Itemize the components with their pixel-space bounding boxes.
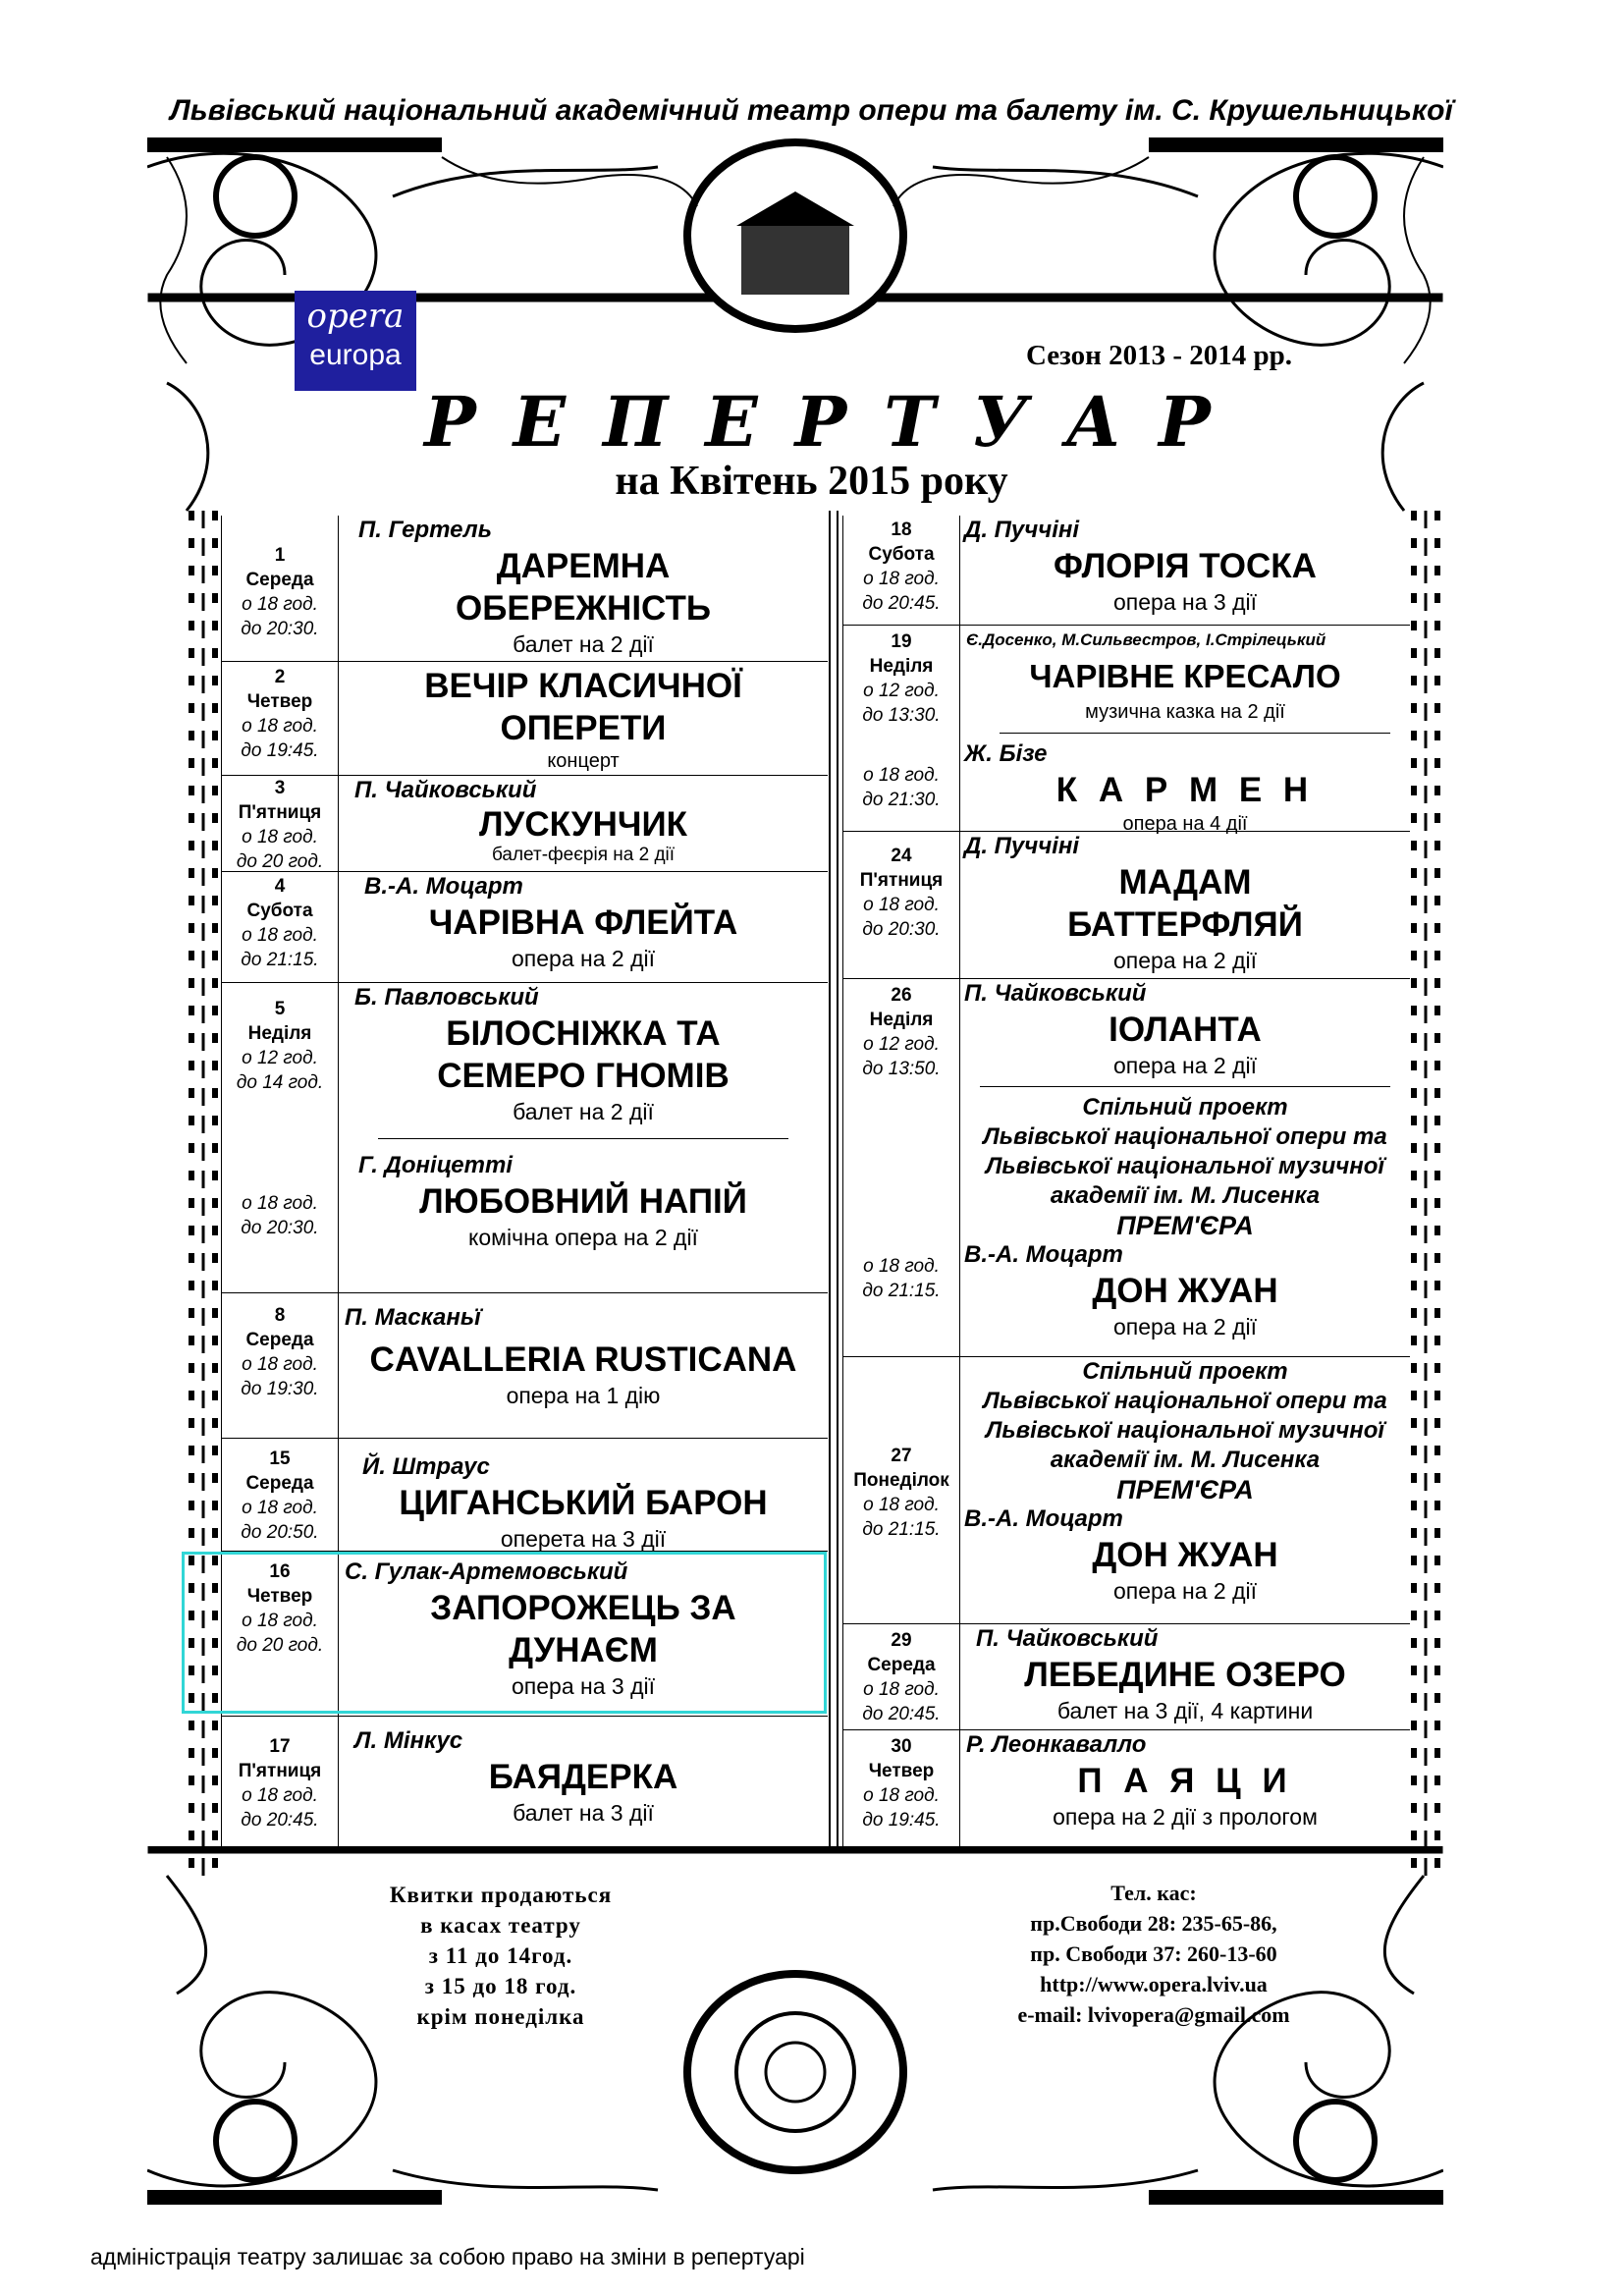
weekday: Четвер <box>246 691 313 712</box>
work-title-line: ЧАРІВНЕ КРЕСАЛО <box>1029 658 1341 694</box>
chain-border-right <box>1409 511 1442 1886</box>
work-title-line: ОПЕРЕТИ <box>500 709 667 747</box>
end-time: до 20:45. <box>862 593 941 614</box>
start-time: о 18 год. <box>242 827 318 847</box>
project-line: Львівської національної музичної <box>985 1417 1385 1444</box>
project-line: Львівської національної опери та <box>983 1388 1387 1414</box>
composer: С. Гулак-Артемовський <box>345 1558 628 1585</box>
work-title-line: ДОН ЖУАН <box>1092 1272 1278 1310</box>
work-title-line: ВЕЧІР КЛАСИЧНОЇ <box>424 667 742 705</box>
genre: опера на 2 дії <box>1113 1314 1257 1339</box>
work-title-line: ІОЛАНТА <box>1109 1011 1262 1049</box>
premiere-label: ПРЕМ'ЄРА <box>1116 1475 1254 1504</box>
end-time: до 20:45. <box>862 1704 941 1724</box>
genre: балет-феєрія на 2 дії <box>491 845 676 865</box>
composer: Д. Пуччіні <box>964 517 1080 543</box>
project-line: Спільний проект <box>1082 1094 1288 1121</box>
page-title: РЕПЕРТУАР <box>424 381 1248 463</box>
weekday: Субота <box>868 544 935 565</box>
schedule-entry <box>843 832 1410 979</box>
composer: П. Чайковський <box>964 980 1147 1007</box>
weekday: П'ятниця <box>238 802 322 823</box>
genre: опера на 2 дії <box>1113 948 1257 973</box>
genre: оперета на 3 дії <box>500 1526 667 1552</box>
genre: опера на 2 дії <box>512 946 655 971</box>
composer: Д. Пуччіні <box>964 833 1080 859</box>
center-divider <box>827 511 840 1846</box>
start-time: о 12 год. <box>242 1048 318 1068</box>
project-line: Львівської національної музичної <box>985 1153 1385 1179</box>
genre: опера на 2 дії <box>1113 1053 1257 1078</box>
composer: Г. Доніцетті <box>358 1152 513 1178</box>
work-title-line: ЗАПОРОЖЕЦЬ ЗА <box>430 1589 736 1627</box>
schedule-entry <box>843 1624 1410 1730</box>
end-time: до 13:50. <box>862 1059 941 1079</box>
end-time: до 20:30. <box>862 919 941 940</box>
work-title-line: К А Р М Е Н <box>1055 771 1315 809</box>
composer: П. Масканьї <box>345 1304 481 1331</box>
genre: балет на 2 дії <box>513 1099 654 1124</box>
work-title-line: ФЛОРІЯ ТОСКА <box>1054 547 1317 585</box>
premiere-label: ПРЕМ'ЄРА <box>1116 1211 1254 1240</box>
composer: Р. Леонкавалло <box>966 1731 1147 1758</box>
end-time: до 20:45. <box>241 1810 319 1831</box>
date-number: 30 <box>891 1736 912 1757</box>
genre: опера на 3 дії <box>1113 589 1257 615</box>
date-number: 8 <box>274 1305 286 1326</box>
theatre-name: Львівський національний академічний театр опери та балету ім. С. Крушельницької <box>170 94 1453 127</box>
weekday: Субота <box>246 901 313 921</box>
weekday: Неділя <box>869 1010 934 1030</box>
email-link[interactable]: e-mail: lvivopera@gmail.com <box>1017 2002 1290 2027</box>
date-number: 1 <box>274 545 286 566</box>
schedule-entry <box>222 1717 828 1851</box>
start-time: о 18 год. <box>863 1679 940 1700</box>
end-time: до 21:30. <box>862 790 941 810</box>
end-time: до 20:50. <box>241 1522 319 1543</box>
weekday: Неділя <box>869 656 934 677</box>
end-time: до 20 год. <box>236 1635 324 1656</box>
work-title-line: ЛЕБЕДИНЕ ОЗЕРО <box>1024 1656 1346 1694</box>
composer: Є.Досенко, М.Сильвестров, І.Стрілецький <box>966 630 1326 649</box>
schedule-entry <box>222 776 828 872</box>
start-time: о 18 год. <box>863 569 940 589</box>
composer: Ж. Бізе <box>964 740 1048 767</box>
phone-line: пр. Свободи 37: 260-13-60 <box>1030 1941 1277 1966</box>
composer: Й. Штраус <box>362 1453 490 1480</box>
season-label: Сезон 2013 - 2014 рр. <box>1026 340 1293 371</box>
ticket-info <box>349 1880 653 2032</box>
contact-info <box>977 1878 1330 2030</box>
work-title-line: ОБЕРЕЖНІСТЬ <box>456 589 711 628</box>
genre: музична казка на 2 дії <box>1085 701 1285 723</box>
logo-line-1: opera <box>306 297 405 336</box>
composer: В.-А. Моцарт <box>364 873 523 900</box>
weekday: П'ятниця <box>238 1761 322 1781</box>
work-title-line: БІЛОСНІЖКА ТА <box>446 1014 721 1053</box>
start-time: о 18 год. <box>863 1495 940 1515</box>
date-number: 24 <box>891 846 912 866</box>
sub-divider <box>980 1086 1390 1087</box>
date-number: 4 <box>274 876 286 897</box>
month-subtitle: на Квітень 2015 року <box>615 459 1008 504</box>
start-time: о 18 год. <box>242 925 318 946</box>
start-time: о 12 год. <box>863 1034 940 1055</box>
start-time: о 18 год. <box>242 1193 318 1214</box>
end-time: до 19:45. <box>862 1810 941 1831</box>
composer: П. Чайковський <box>976 1625 1159 1652</box>
schedule-entry <box>222 872 828 983</box>
work-title-line: П А Я Ц И <box>1077 1762 1293 1800</box>
start-time: о 18 год. <box>863 765 940 786</box>
work-title-line: ДУНАЄМ <box>509 1631 658 1669</box>
weekday: Середа <box>867 1655 936 1675</box>
date-number: 16 <box>269 1561 291 1582</box>
project-line: Спільний проект <box>1082 1358 1288 1385</box>
end-time: до 20:30. <box>241 619 319 639</box>
start-time: о 18 год. <box>863 1785 940 1806</box>
opera-europa-logo <box>295 291 416 391</box>
weekday: Четвер <box>246 1586 313 1607</box>
genre: опера на 2 дії <box>1113 1578 1257 1604</box>
date-number: 17 <box>269 1736 291 1757</box>
end-time: до 19:45. <box>241 740 319 761</box>
start-time: о 18 год. <box>863 1256 940 1277</box>
work-title-line: СЕМЕРО ГНОМІВ <box>437 1057 730 1095</box>
genre: концерт <box>547 750 620 772</box>
composer: В.-А. Моцарт <box>964 1505 1123 1532</box>
footer-disclaimer: адміністрація театру залишає за собою право на зміни в репертуарі <box>90 2244 805 2269</box>
schedule-entry <box>222 516 828 663</box>
weekday: Четвер <box>868 1761 935 1781</box>
work-title-line: ЛЮБОВНИЙ НАПІЙ <box>419 1182 747 1221</box>
start-time: о 18 год. <box>242 1354 318 1375</box>
project-line: академії ім. М. Лисенка <box>1050 1182 1321 1209</box>
work-title-line: CAVALLERIA RUSTICANA <box>369 1340 797 1379</box>
schedule-entry <box>843 626 1410 835</box>
end-time: до 20 год. <box>236 851 324 872</box>
date-number: 3 <box>274 778 286 798</box>
start-time: о 18 год. <box>242 1611 318 1631</box>
weekday: Середа <box>245 1330 314 1350</box>
end-time: до 14 год. <box>236 1072 324 1093</box>
start-time: о 18 год. <box>863 895 940 915</box>
logo-line-2: europa <box>309 339 402 371</box>
genre: балет на 3 дії, 4 картини <box>1056 1698 1314 1723</box>
project-line: Львівської національної опери та <box>983 1123 1387 1150</box>
date-number: 15 <box>269 1449 291 1469</box>
schedule-entry <box>843 979 1410 1357</box>
weekday: П'ятниця <box>859 870 944 891</box>
end-time: до 21:15. <box>862 1519 941 1540</box>
start-time: о 18 год. <box>242 716 318 737</box>
work-title-line: ЛУСКУНЧИК <box>479 805 687 844</box>
start-time: о 18 год. <box>242 1498 318 1518</box>
date-number: 2 <box>274 667 286 687</box>
work-title-line: ДАРЕМНА <box>496 547 671 585</box>
weekday: Середа <box>245 1473 314 1494</box>
work-title-line: ЧАРІВНА ФЛЕЙТА <box>428 903 738 942</box>
selection-highlight <box>182 1552 827 1714</box>
schedule-entry <box>843 1357 1410 1624</box>
start-time: о 12 год. <box>863 681 940 701</box>
ticket-line: Квитки продаються <box>389 1883 613 1907</box>
weekday: Понеділок <box>853 1470 949 1491</box>
work-title-line: МАДАМ <box>1118 863 1252 902</box>
phone-line: пр.Свободи 28: 235-65-86, <box>1030 1911 1277 1936</box>
genre: комічна опера на 2 дії <box>468 1225 698 1250</box>
work-title-line: БАТТЕРФЛЯЙ <box>1067 905 1303 944</box>
composer: Л. Мінкус <box>354 1727 463 1754</box>
genre: опера на 4 дії <box>1122 813 1248 835</box>
date-number: 27 <box>891 1446 912 1466</box>
schedule-entry <box>222 1439 828 1552</box>
project-line: академії ім. М. Лисенка <box>1050 1447 1321 1473</box>
sub-divider <box>378 1138 788 1139</box>
end-time: до 19:30. <box>241 1379 319 1399</box>
schedule-entry <box>222 983 828 1293</box>
weekday: Середа <box>245 570 314 590</box>
phone-label: Тел. кас: <box>1110 1881 1197 1905</box>
work-title-line: ЦИГАНСЬКИЙ БАРОН <box>399 1484 768 1522</box>
end-time: до 21:15. <box>862 1281 941 1301</box>
end-time: до 13:30. <box>862 705 941 726</box>
ticket-line: з 15 до 18 год. <box>424 1974 577 1998</box>
schedule-entry <box>843 1730 1410 1851</box>
date-number: 5 <box>274 999 286 1019</box>
genre: балет на 3 дії <box>513 1800 654 1826</box>
right-schedule-column <box>842 516 1410 1851</box>
genre: опера на 3 дії <box>512 1673 655 1699</box>
end-time: до 21:15. <box>241 950 319 970</box>
date-number: 26 <box>891 985 912 1006</box>
composer: Б. Павловський <box>354 984 539 1011</box>
date-number: 19 <box>891 631 912 652</box>
schedule-entry <box>222 1293 828 1439</box>
start-time: о 18 год. <box>242 594 318 615</box>
date-number: 29 <box>891 1630 912 1651</box>
start-time: о 18 год. <box>242 1785 318 1806</box>
ticket-line: крім понеділка <box>416 2004 585 2029</box>
schedule-entry <box>843 516 1410 626</box>
composer: П. Гертель <box>358 517 492 543</box>
ticket-line: з 11 до 14год. <box>428 1943 573 1968</box>
website-link[interactable]: http://www.opera.lviv.ua <box>1040 1972 1268 1996</box>
schedule-entry <box>222 663 828 776</box>
composer: П. Чайковський <box>354 777 537 803</box>
weekday: Неділя <box>247 1023 312 1044</box>
work-title-line: ДОН ЖУАН <box>1092 1536 1278 1574</box>
sub-divider <box>1000 733 1390 734</box>
date-number: 18 <box>891 519 912 540</box>
work-title-line: БАЯДЕРКА <box>488 1758 678 1796</box>
ticket-line: в касах театру <box>420 1913 581 1938</box>
end-time: до 20:30. <box>241 1218 319 1238</box>
genre: балет на 2 дії <box>513 631 654 657</box>
genre: опера на 1 дію <box>506 1383 661 1408</box>
genre: опера на 2 дії з прологом <box>1053 1804 1318 1830</box>
composer: В.-А. Моцарт <box>964 1241 1123 1268</box>
